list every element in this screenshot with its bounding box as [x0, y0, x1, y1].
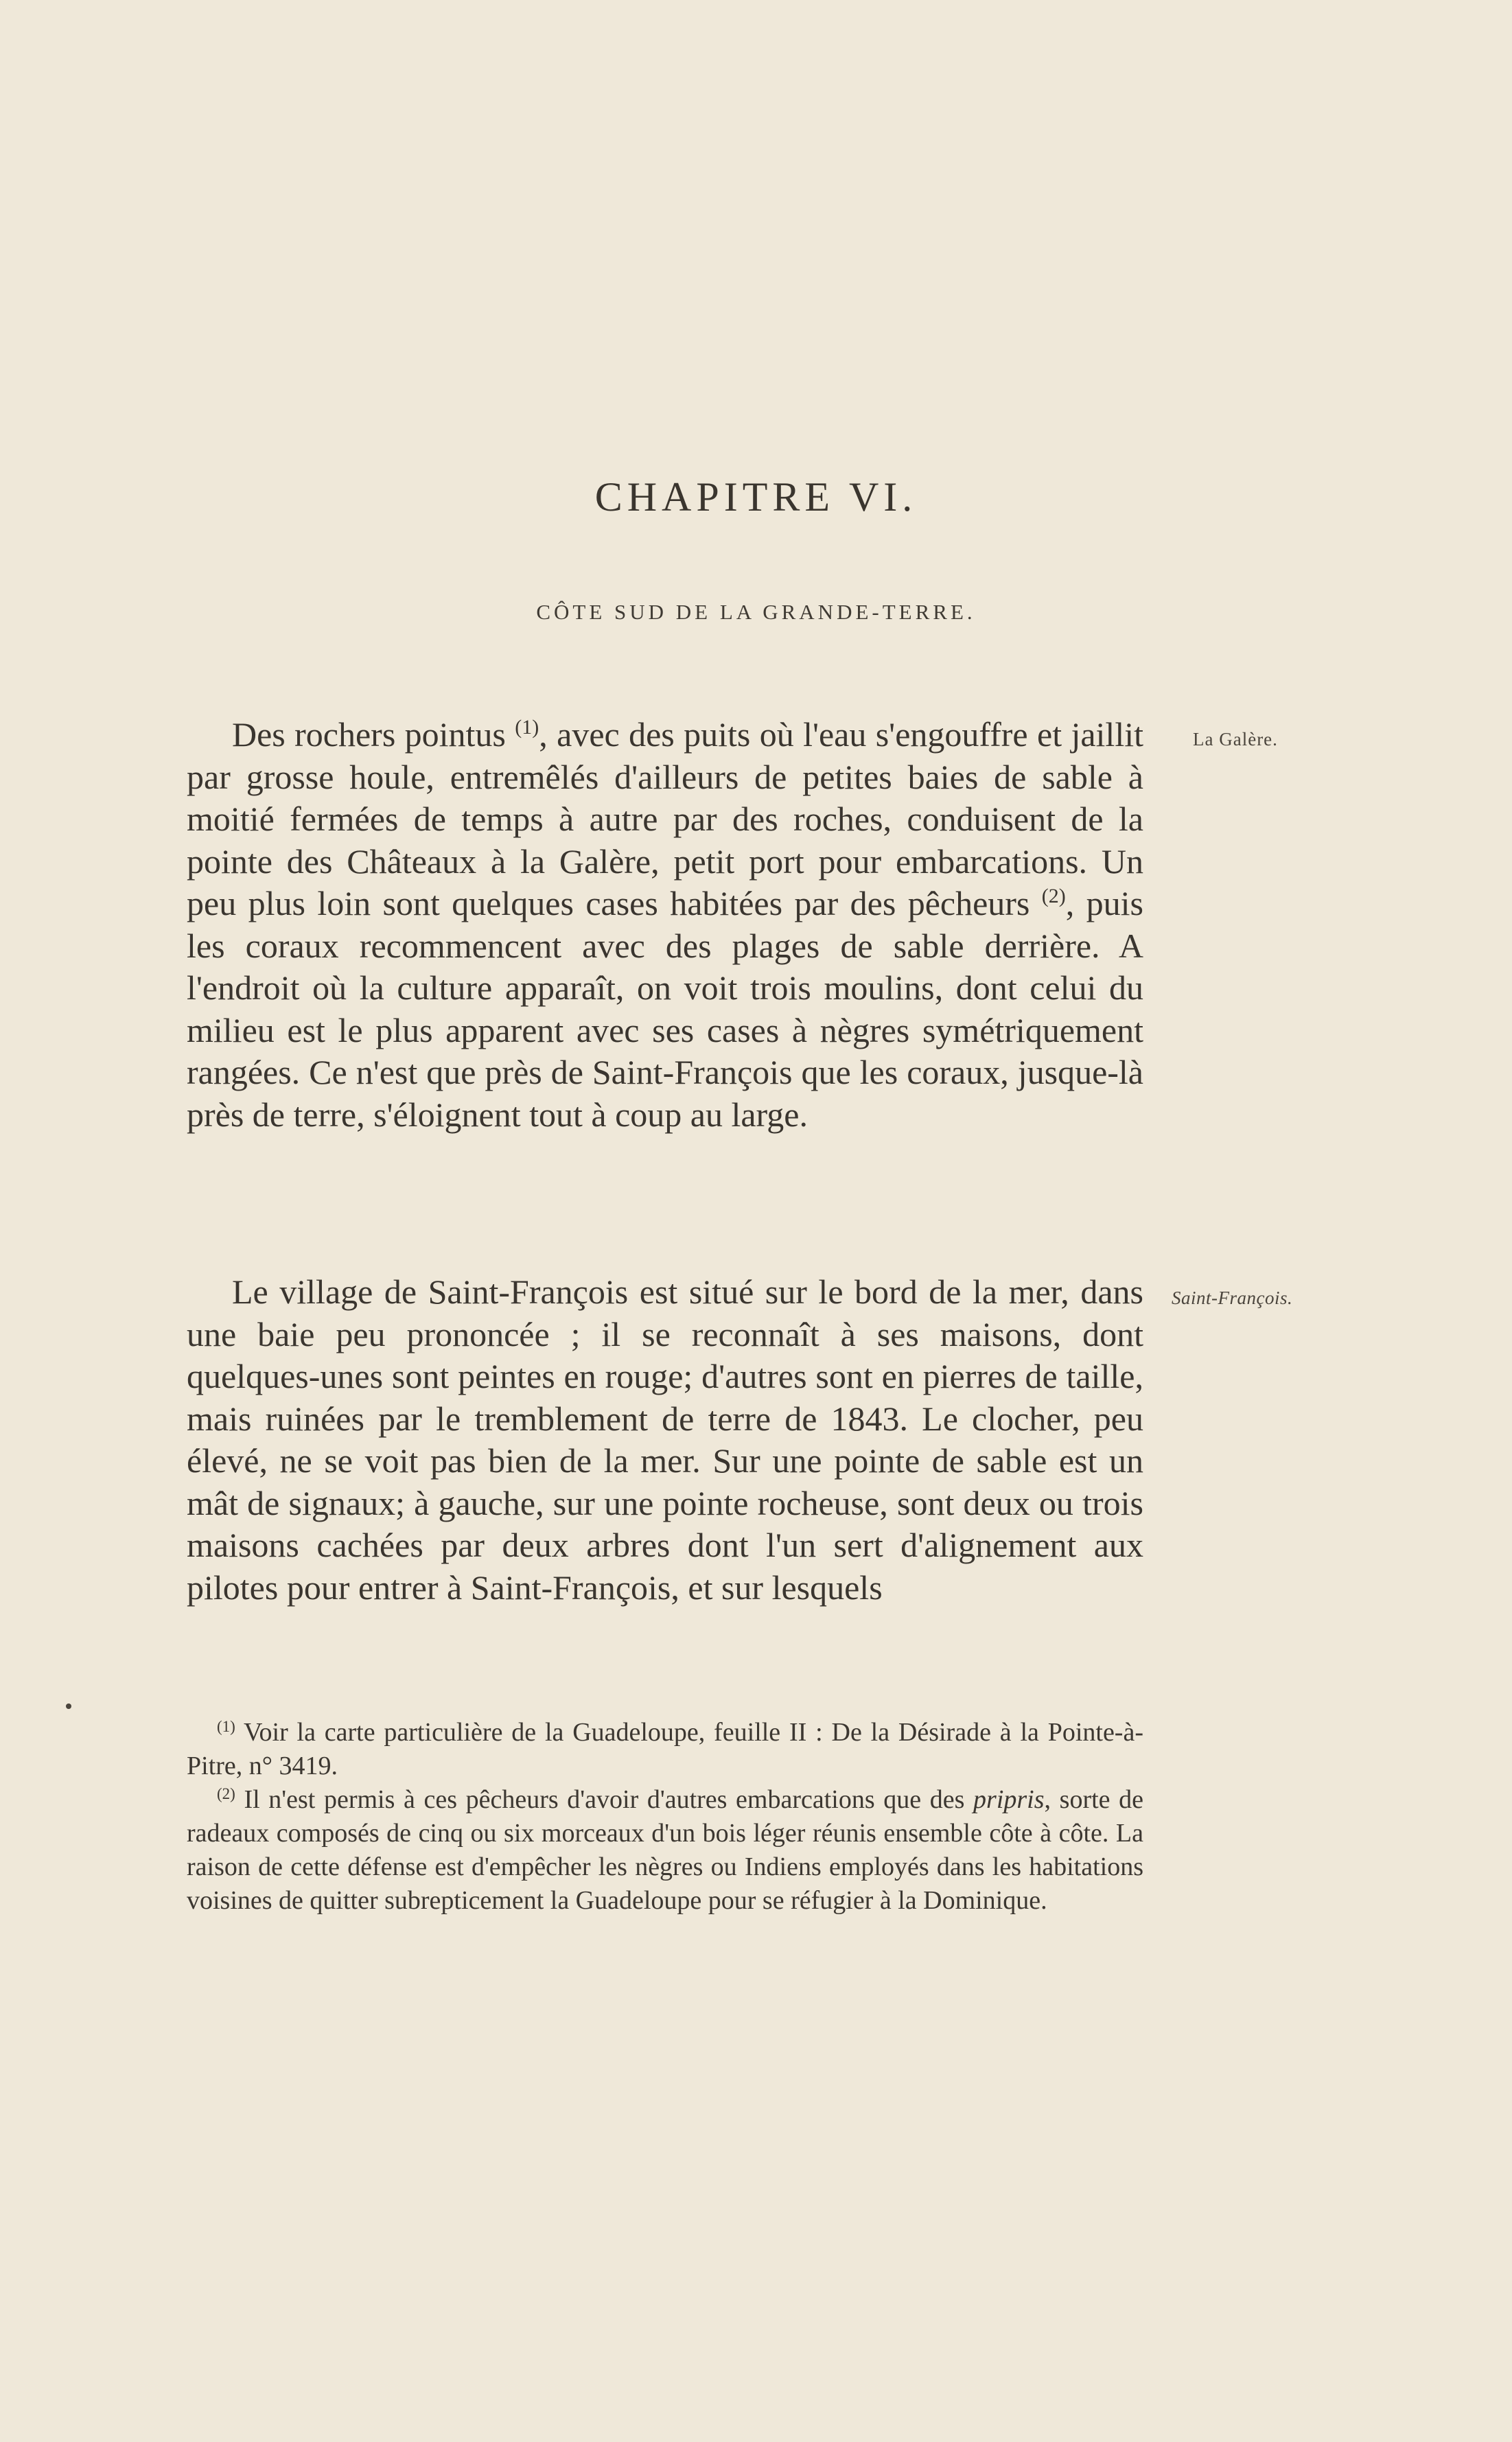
footnote-2-text-b: , sorte de radeaux composés de cinq ou six morceaux d'un bois léger réunis ensemble côte à côte. La raison de cette défense est d'empêcher les nègres ou Indiens employés dans les habitations voisines de quitter subrepticement la Guadeloupe pour se réfugier à la Dominique.	[187, 1785, 1144, 1915]
footnote-2-italic-term: pripris	[973, 1785, 1045, 1814]
paragraph-1-text-c: , puis les coraux recommencent avec des plages de sable derrière. A l'endroit où la culture apparaît, on voit trois moulins, dont celui du milieu est le plus apparent avec ses cases à nègres symétriquement rangées. Ce n'est que près de Saint-François que les coraux, jusque-là près de terre, s'éloignent tout à coup au large.	[187, 884, 1144, 1134]
paper-speck	[66, 1703, 71, 1709]
chapter-title: CHAPITRE VI.	[594, 474, 918, 520]
margin-note-saint-francois: Saint-François.	[1172, 1288, 1293, 1308]
footnote-1-marker: (1)	[217, 1718, 235, 1735]
footnote-1	[187, 1716, 1143, 1783]
paragraph-2-text: Le village de Saint-François est situé sur le bord de la mer, dans une baie peu prononcée ; il se reconnaît à ses maisons, dont quelques-unes sont peintes en rouge; d'autres sont en pierres de taille, mais ruinées par le tremblement de terre de 1843. Le clocher, peu élevé, ne se voit pas bien de la mer. Sur une pointe de sable est un mât de signaux; à gauche, sur une pointe rocheuse, sont deux ou trois maisons cachées par deux arbres dont l'un sert d'alignement aux pilotes pour entrer à Saint-François, et sur lesquels	[187, 1272, 1143, 1607]
footnote-ref-2: (2)	[1041, 885, 1066, 907]
footnote-2-marker: (2)	[217, 1785, 235, 1802]
paragraph-2	[187, 1271, 1143, 1609]
paragraph-1-text-b: , avec des puits où l'eau s'engouffre et jaillit par grosse houle, entremêlés d'ailleurs de petites baies de sable à moitié fermées de temps à autre par des roches, conduisent de la pointe des Châteaux à la Galère, petit port pour embarcations. Un peu plus loin sont quelques cases habitées par des pêcheurs	[187, 715, 1143, 922]
footnote-2	[187, 1783, 1143, 1918]
footnotes	[187, 1716, 1143, 1918]
paragraph-1	[187, 714, 1143, 1136]
footnote-2-text-a: Il n'est permis à ces pêcheurs d'avoir d'autres embarcations que des	[244, 1785, 965, 1814]
footnote-ref-1: (1)	[515, 716, 539, 739]
footnote-1-text: Voir la carte particulière de la Guadeloupe, feuille II : De la Désirade à la Pointe-à-Pitre, n° 3419.	[187, 1718, 1143, 1780]
paragraph-1-text-a: Des rochers pointus	[232, 715, 506, 754]
margin-note-galere: La Galère.	[1193, 729, 1278, 749]
section-title: CÔTE SUD DE LA GRANDE-TERRE.	[536, 600, 976, 624]
